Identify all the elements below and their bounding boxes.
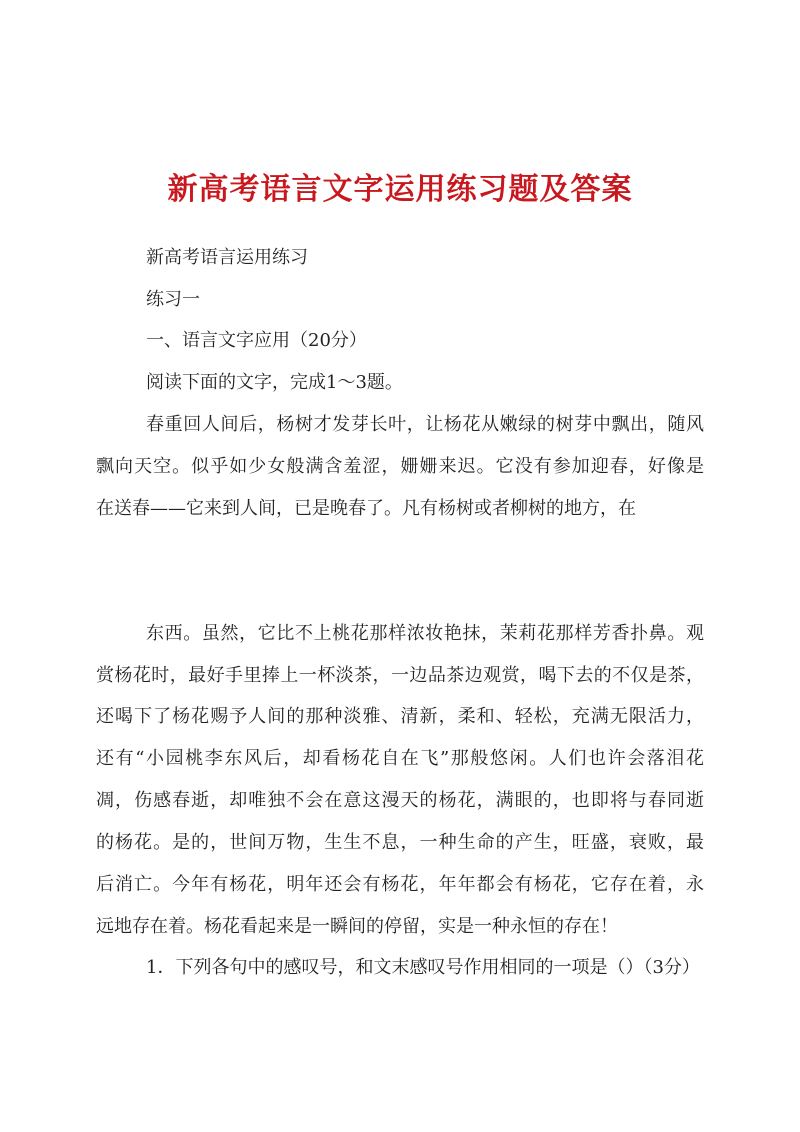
paragraph-line: 赏杨花时，最好手里捧上一杯淡茶，一边品茶边观赏，喝下去的不仅是茶， bbox=[96, 665, 704, 686]
paragraph-line: 的杨花。是的，世间万物，生生不息，一种生命的产生，旺盛，衰败，最 bbox=[96, 832, 704, 853]
subtitle: 新高考语言运用练习 bbox=[146, 247, 308, 268]
instruction-text: 阅读下面的文字，完成1～3题。 bbox=[146, 372, 403, 393]
paragraph-line: 还有“小园桃李东风后，却看杨花自在飞”那般悠闲。人们也许会落泪花 bbox=[96, 748, 704, 769]
paragraph-line: 春重回人间后，杨树才发芽长叶，让杨花从嫩绿的树芽中飘出，随风 bbox=[146, 414, 704, 435]
section-heading: 一、语言文字应用（20分） bbox=[146, 330, 367, 351]
document-title: 新高考语言文字运用练习题及答案 bbox=[167, 172, 633, 207]
paragraph-line: 飘向天空。似乎如少女般满含羞涩，姗姗来迟。它没有参加迎春，好像是 bbox=[96, 456, 704, 477]
exercise-heading: 练习一 bbox=[146, 289, 200, 310]
paragraph-line: 东西。虽然，它比不上桃花那样浓妆艳抹，茉莉花那样芳香扑鼻。观 bbox=[146, 623, 704, 644]
paragraph-line: 还喝下了杨花赐予人间的那种淡雅、清新，柔和、轻松，充满无限活力， bbox=[96, 706, 704, 727]
paragraph-line: 凋，伤感春逝，却唯独不会在意这漫天的杨花，满眼的，也即将与春同逝 bbox=[96, 790, 704, 811]
paragraph-line: 后消亡。今年有杨花，明年还会有杨花，年年都会有杨花，它存在着，永 bbox=[96, 874, 704, 895]
paragraph-line: 在送春——它来到人间，已是晚春了。凡有杨树或者柳树的地方，在 bbox=[96, 498, 636, 519]
question-1: 1．下列各句中的感叹号，和文末感叹号作用相同的一项是（）（3分） bbox=[146, 957, 700, 978]
paragraph-line: 远地存在着。杨花看起来是一瞬间的停留，实是一种永恒的存在！ bbox=[96, 916, 618, 937]
